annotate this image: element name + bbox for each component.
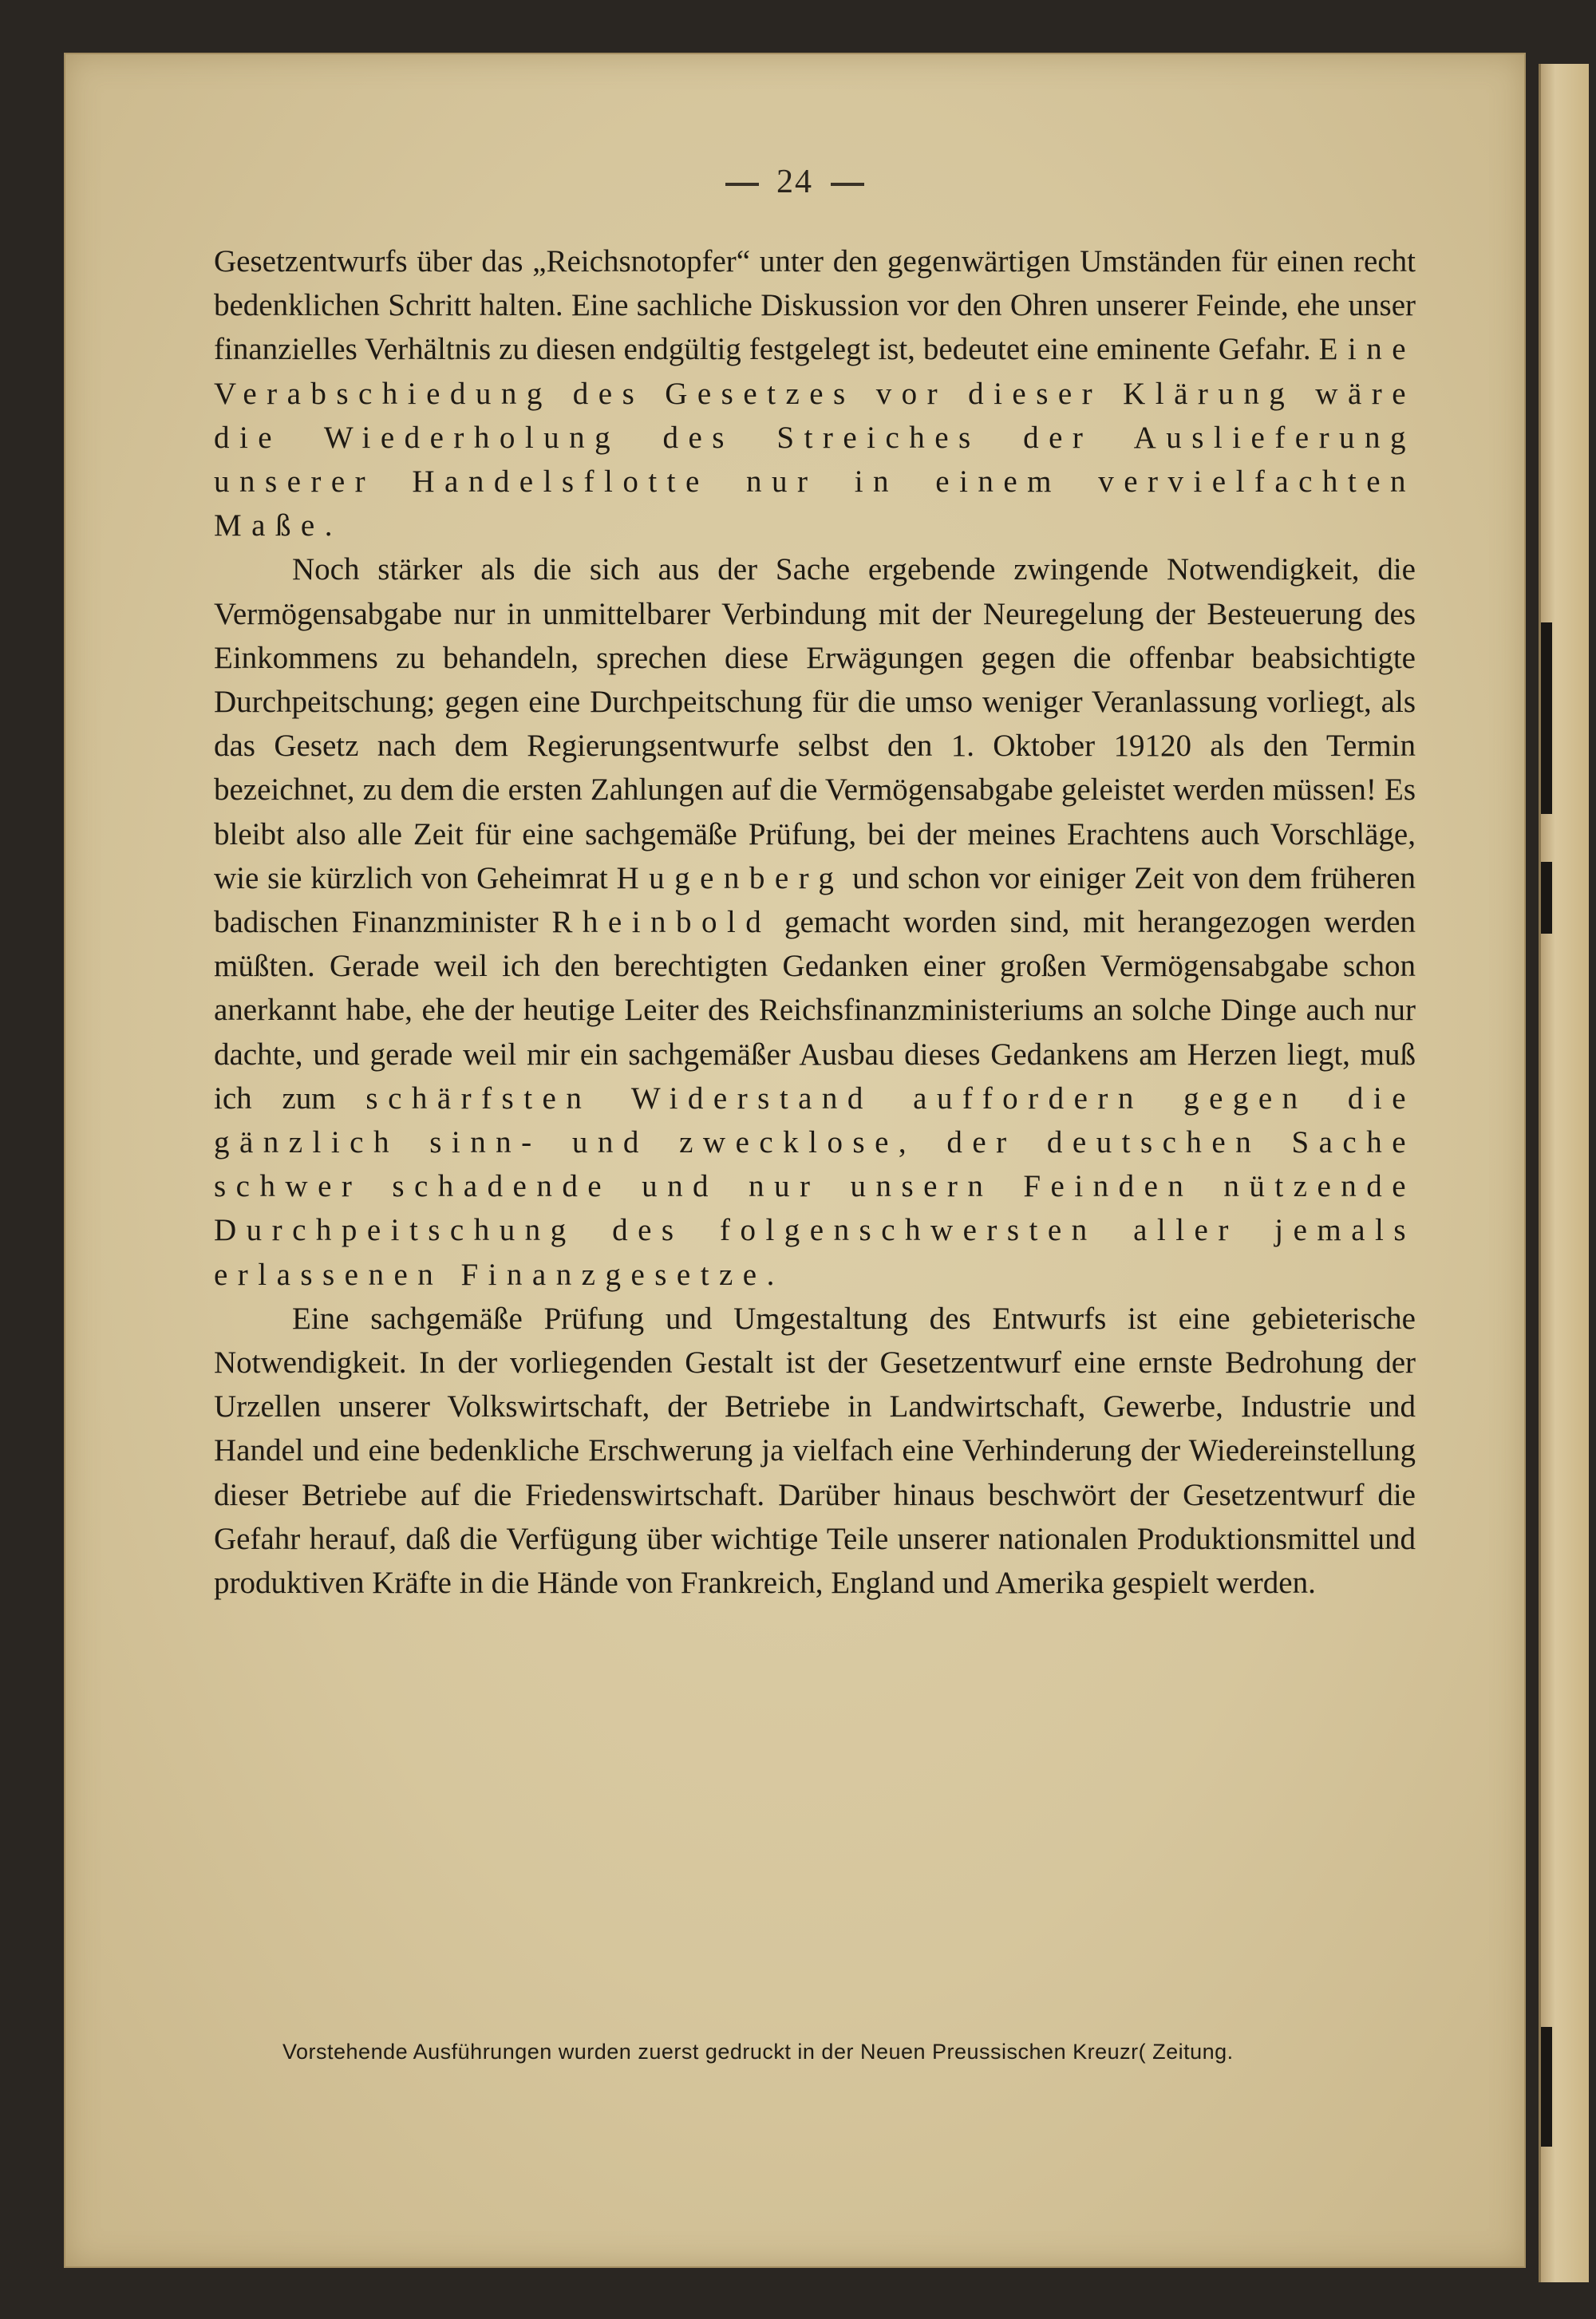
binding-shadow [1541, 622, 1552, 814]
dash-left [725, 183, 759, 186]
page-number: 24 [776, 164, 813, 200]
body-text [214, 239, 1416, 1605]
binding-shadow [1541, 2027, 1552, 2147]
scanned-page [64, 53, 1526, 2268]
adjacent-page-edge [1539, 64, 1589, 2282]
binding-shadow [1541, 862, 1552, 934]
paragraph-1 [214, 239, 1416, 547]
text-segment: Noch stärker als die sich aus der Sache ergebende zwingende Notwendigkeit, die Vermögensabgabe nur in unmittelbarer Verbindung mit der Neuregelung der Besteuerung des Einkommens zu behandeln, sprechen diese Erwägungen gegen die offenbar beabsichtigte Durchpeitschung; gegen eine Durchpeitschung für die umso weniger Veranlassung vorliegt, als das Gesetz nach dem Regierungsentwurfe selbst den 1. Oktober 19120 als den Termin bezeichnet, zu dem die ersten Zahlungen auf die Vermögensabgabe geleistet werden müssen! Es bleibt also alle Zeit für eine sachgemäße Prüfung, bei der meines Erachtens auch Vorschläge, wie sie kürzlich von Geheimrat [214, 552, 1416, 895]
text-segment: Eine sachgemäße Prüfung und Umgestaltung des Entwurfs ist eine gebieterische Notwendigkeit. In der vorliegenden Gestalt ist der Gesetzentwurf eine ernste Bedrohung der Urzellen unserer Volkswirtschaft, der Betriebe in Landwirtschaft, Gewerbe, Industrie und Handel und eine bedenkliche Erschwerung ja vielfach eine Verhinderung der Wiedereinstellung dieser Betriebe auf die Friedenswirtschaft. Darüber hinaus beschwört der Gesetzentwurf die Gefahr herauf, daß die Verfügung über wichtige Teile unserer nationalen Produktionsmittel und produktiven Kräfte in die Hände von Frankreich, England und Amerika gespielt werden. [214, 1301, 1416, 1601]
dash-right [831, 183, 864, 186]
footnote: Vorstehende Ausführungen wurden zuerst gedruckt in der Neuen Preussischen Kreuzr( Zeitung. [282, 2040, 1234, 2064]
emphasized-text: schärfsten Widerstand auffordern gegen die gänzlich sinn- und zwecklose, der deutschen Sache schwer schadende und nur unsern Feinden nützende Durchpeitschung des folgenschwersten aller jemals erlassenen Finanzgesetze. [214, 1080, 1416, 1292]
page-number-header [65, 163, 1524, 201]
emphasized-text: Eine Verabschiedung des Gesetzes vor dieser Klärung wäre die Wiederholung des Streiches der Auslieferung unserer Handelsflotte nur in einem vervielfachten Maße. [214, 332, 1416, 543]
paragraph-3 [214, 1297, 1416, 1605]
text-segment: gemacht worden sind, mit herangezogen werden müßten. Gerade weil ich den berechtigten Gedanken einer großen Vermögensabgabe schon anerkannt habe, ehe der heutige Leiter des Reichsfinanzministeriums an solche Dinge auch nur dachte, und gerade weil mir ein sachgemäßer Ausbau dieses Gedankens am Herzen liegt, muß ich zum [214, 905, 1416, 1116]
paragraph-2 [214, 547, 1416, 1296]
emphasized-name: Hugenberg [616, 860, 844, 895]
emphasized-name: Rheinbold [551, 905, 772, 940]
text-segment: Gesetzentwurfs über das „Reichsnotopfer“ unter den gegenwärtigen Umständen für einen recht bedenklichen Schritt halten. Eine sachliche Diskussion vor den Ohren unserer Feinde, ehe unser finanzielles Verhältnis zu diesen endgültig festgelegt ist, bedeutet eine eminente Gefahr. [214, 244, 1416, 367]
text-segment: und schon vor einiger Zeit von dem früheren badischen Finanzminister [214, 860, 1416, 940]
